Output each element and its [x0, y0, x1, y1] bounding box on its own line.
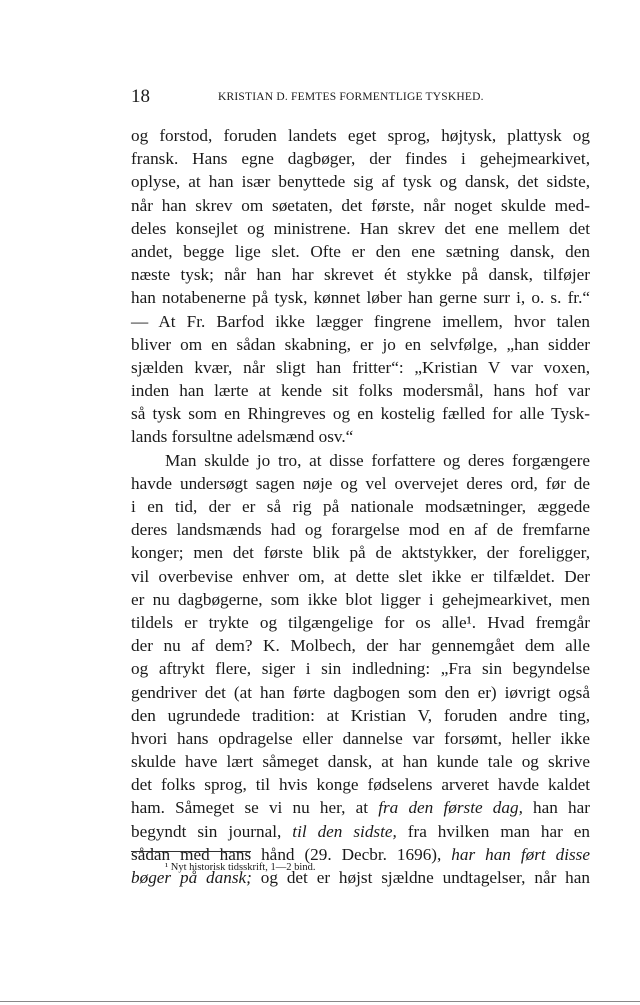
text-line: andet, begge lige slet. Ofte er den ene sætning dansk, den	[131, 241, 590, 261]
text-line: sådan med hans hånd (29. Decbr. 1696), har han ført disse	[131, 844, 590, 864]
text-line: begyndt sin journal, til den sidste, fra hvilken man har en	[131, 821, 590, 841]
text-line: hvori hans opdragelse eller dannelse var forsømt, heller ikke	[131, 728, 590, 748]
text-line: er nu dagbøgerne, som ikke blot ligger i gehejmearkivet, men	[131, 589, 590, 609]
text-line: næste tysk; når han har skrevet ét stykke på dansk, tilføjer	[131, 265, 590, 285]
text-line: gendriver det (at han førte dagbogen som den er) iøvrigt også	[131, 682, 590, 702]
text-line: når han skrev om søetaten, det første, når noget skulde med-	[131, 195, 590, 215]
footnote-divider	[131, 851, 251, 852]
text-line: sjælden kvær, når sligt han fritter“: „Kristian V var voxen,	[131, 357, 590, 377]
text-line: havde undersøgt sagen nøje og vel overvejet deres ord, før de	[131, 473, 590, 493]
text-line: — At Fr. Barfod ikke lægger fingrene imellem, hvor talen	[131, 311, 590, 331]
text-line: så tysk som en Rhingreves og en kostelig fælled for alle Tysk-	[131, 404, 590, 424]
text-line: tildels er trykte og tilgængelige for os alle¹. Hvad fremgår	[131, 612, 590, 632]
text-line: lands forsultne adelsmænd osv.“	[131, 427, 354, 447]
text-line: oplyse, at han især benyttede sig af tysk og dansk, det sidste,	[131, 172, 590, 192]
text-line: bliver om en sådan skabning, er jo en selvfølge, „han sidder	[131, 334, 590, 354]
text-line: vil overbevise enhver om, at dette slet ikke er tilfældet. Der	[131, 566, 590, 586]
text-line: og forstod, foruden landets eget sprog, højtysk, plattysk og	[131, 126, 590, 145]
text-line: han notabenerne på tysk, kønnet løber han gerne surr i, o. s. fr.“	[131, 288, 590, 308]
emphasis-text: har han ført disse	[451, 844, 590, 864]
text-line: ham. Såmeget se vi nu her, at fra den første dag, han har	[131, 798, 591, 818]
body-text	[131, 124, 590, 889]
emphasis-text: fra den første dag,	[378, 798, 523, 818]
footnote: ¹ Nyt historisk tidsskrift, 1—2 bind.	[165, 862, 316, 873]
scan-edge-line	[0, 1001, 640, 1002]
page-header	[131, 86, 591, 110]
text-line: deles konsejlet og ministrene. Han skrev det ene mellem det	[131, 218, 590, 238]
text-line: bøger på dansk; og det er højst sjældne undtagelser, når han	[131, 868, 591, 887]
text-line: og aftrykt flere, siger i sin indledning: „Fra sin begyndelse	[131, 659, 590, 679]
text-line: deres landsmænds had og forargelse mod en af de fremfarne	[131, 520, 590, 540]
text-line: konger; men det første blik på de aktstykker, der foreligger,	[131, 543, 590, 563]
text-line: den ugrundede tradition: at Kristian V, foruden andre ting,	[131, 705, 590, 725]
running-title: KRISTIAN D. FEMTES FORMENTLIGE TYSKHED.	[218, 91, 484, 103]
text-line: der nu af dem? K. Molbech, der har gennemgået dem alle	[131, 636, 590, 656]
emphasis-text: bøger på dansk;	[131, 868, 252, 887]
text-line: fransk. Hans egne dagbøger, der findes i gehejmearkivet,	[131, 149, 590, 169]
emphasis-text: til den sidste,	[292, 821, 397, 841]
text-line: skulde have lært såmeget dansk, at han kunde tale og skrive	[131, 752, 590, 772]
text-line: det folks sprog, til hvis konge fødselens arveret havde kaldet	[131, 775, 590, 795]
text-line: i en tid, der er så rig på nationale modsætninger, æggede	[131, 497, 590, 516]
page-number: 18	[131, 86, 150, 107]
text-line: inden han lærte at kende sit folks modersmål, hans hof var	[131, 381, 590, 401]
paragraph-start-line: Man skulde jo tro, at disse forfattere og deres forgængere	[165, 450, 590, 470]
